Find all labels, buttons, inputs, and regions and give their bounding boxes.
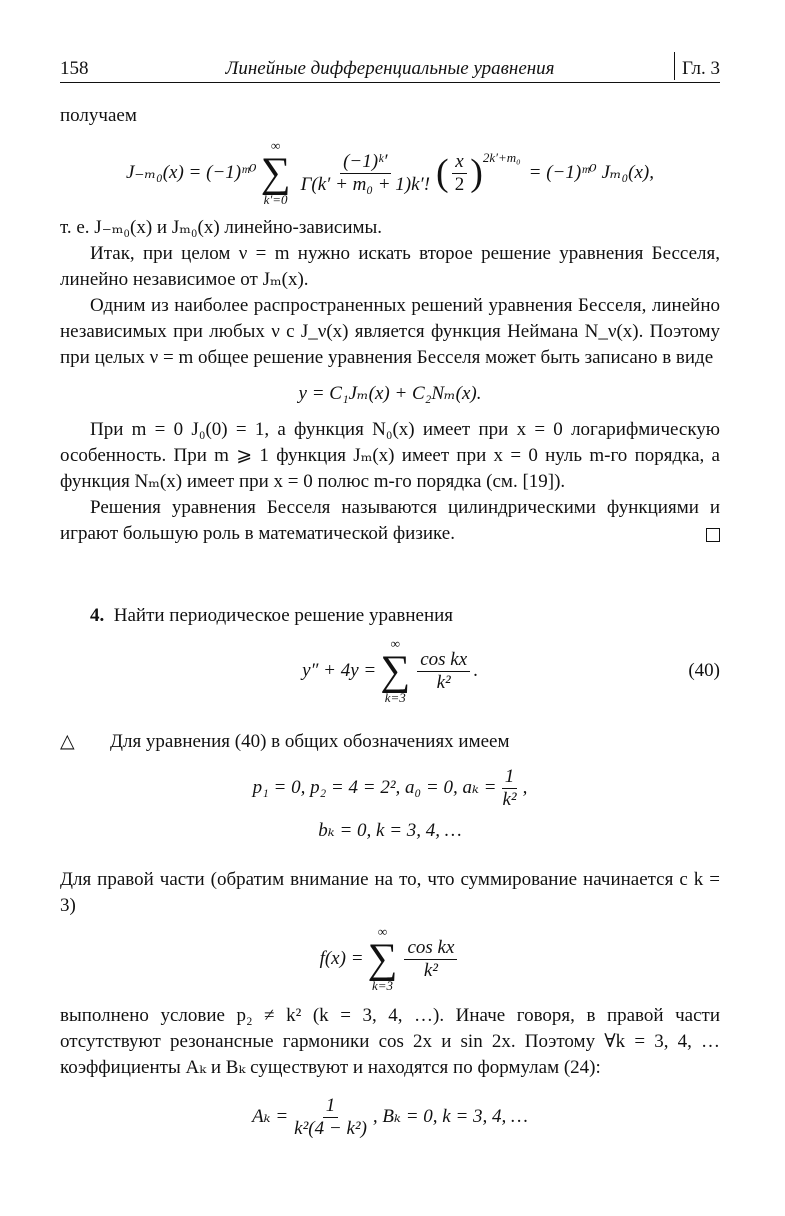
eq40-tail: . <box>473 660 478 681</box>
problem-4 <box>60 603 720 629</box>
eq4-sum-bottom: k=3 <box>371 978 394 993</box>
eq40-left: y″ + 4y = <box>302 660 377 681</box>
eq1-2: 2 <box>454 173 465 195</box>
equation-coefficients <box>60 765 720 811</box>
eq4-sum <box>368 925 398 993</box>
equation-40 <box>60 635 720 707</box>
eq1-x: x <box>452 151 466 174</box>
eq5-right: , Bₖ = 0, k = 3, 4, … <box>372 1106 528 1127</box>
eq3-numerator: 1 <box>502 766 518 789</box>
eq5-numerator: 1 <box>323 1095 339 1118</box>
eq1-x-over-2 <box>452 151 468 196</box>
page <box>60 52 720 1145</box>
para-pri-m: При m = 0 J₀(0) = 1, а функция N₀(x) имеет при x = 0 логарифмическую особенность. При m ⩾ 1 функция Jₘ(x) имеет при x = 0 нуль m-го порядка, а функция Nₘ(x) имеет при x = 0 полюс m-го порядка (см. [19]). <box>60 419 720 492</box>
eq40-sum <box>380 637 410 705</box>
para-right-side: Для правой части (обратим внимание на то, что суммирование начинается с k = 3) <box>60 869 720 916</box>
para-neumann: Одним из наиболее распространенных решений уравнения Бесселя, линейно независимых при любых ν с J_ν(x) является функция Неймана N_ν(x). Поэтому при целых ν = m общее решение уравнения Бесселя может быть записано в виде <box>60 295 720 368</box>
eq40-sum-bottom: k=3 <box>384 690 406 705</box>
running-header <box>60 52 720 83</box>
para-obtain: получаем <box>60 105 137 126</box>
equation-bessel-negative: J₋ₘ₀(x) = (−1)ᵐ⁰ ∞ ∑ k′=0 $\frac{\text{(−1)ᵏ′}}{\text{Γ(k′ + m₀ + 1)k′!}}$ ( $\frac{x}{2}$ ) $^{2k'+m_0}$ = (−1)ᵐ⁰ Jₘ₀(x), <box>125 138 655 207</box>
eq40-sum-top: ∞ <box>390 636 400 651</box>
page-number: 158 <box>60 58 89 79</box>
eq5-left: Aₖ = <box>252 1106 289 1127</box>
qed-square-icon <box>706 528 720 542</box>
eq40-numerator: cos kx <box>417 649 470 672</box>
eq4-denominator: k² <box>423 959 439 981</box>
eq1-sigma: ∑ <box>260 150 291 196</box>
eq1-power: 2k′+m₀ <box>482 150 521 165</box>
eq1-fraction <box>298 151 433 196</box>
eq5-fraction <box>291 1095 370 1140</box>
para-cylindrical-text: Решения уравнения Бесселя называются цилиндрическими функциями и играют большую роль в математической физике. <box>60 497 720 544</box>
eq2-text: y = C₁Jₘ(x) + C₂Nₘ(x). <box>298 383 482 404</box>
triangle-icon: △ <box>60 731 75 752</box>
eq1-sum-top: ∞ <box>270 138 281 153</box>
eq4-left: f(x) = <box>319 948 364 969</box>
chapter-label: Гл. 3 <box>682 56 720 82</box>
eq40-fraction <box>417 649 470 694</box>
para-for-eq40 <box>60 729 720 755</box>
eq1-sum <box>261 139 291 207</box>
eq3-fraction <box>499 766 519 811</box>
eq1-denominator: Γ(k′ + m₀ + 1)k′! <box>300 173 431 195</box>
para-itak: Итак, при целом ν = m нужно искать второе решение уравнения Бесселя, линейно независимое от Jₘ(x). <box>60 243 720 290</box>
eq1-sum-bottom: k′=0 <box>263 192 288 207</box>
eq1-left: J₋ₘ₀(x) = (−1)ᵐ⁰ <box>125 162 257 183</box>
para-linearly-dependent: т. е. J₋ₘ₀(x) и Jₘ₀(x) линейно-зависимы. <box>60 217 383 238</box>
running-title: Линейные дифференциальные уравнения <box>225 58 555 79</box>
para-cylindrical <box>60 495 720 547</box>
equation-bk <box>60 811 720 851</box>
eq1-right: = (−1)ᵐ⁰ Jₘ₀(x), <box>528 162 655 183</box>
eq4-sum-top: ∞ <box>377 924 388 939</box>
eq4-sigma: ∑ <box>367 936 398 982</box>
eq3-line1: p₁ = 0, p₂ = 4 = 2², a₀ = 0, aₖ = <box>252 777 497 798</box>
problem-text: Найти периодическое решение уравнения <box>113 605 454 626</box>
eq40-sigma: ∑ <box>380 648 411 694</box>
equation-general-solution <box>60 371 720 417</box>
eq40-denominator: k² <box>436 671 451 693</box>
eq3-tail: , <box>522 777 528 798</box>
para-for-eq40-text: Для уравнения (40) в общих обозначениях имеем <box>110 731 510 752</box>
equation-number-40: (40) <box>688 660 720 681</box>
eq3-denominator: k² <box>502 788 517 810</box>
eq1-numerator: (−1)ᵏ′ <box>340 151 390 174</box>
para-condition: выполнено условие p₂ ≠ k² (k = 3, 4, …). Иначе говоря, в правой части отсутствуют резонансные гармоники cos 2x и sin 2x. Поэтому ∀k = 3, 4, … коэффициенты Aₖ и Bₖ существуют и находятся по формулам (24): <box>60 1005 720 1078</box>
equation-ak <box>60 1089 720 1145</box>
eq4-fraction <box>404 937 457 982</box>
equation-f <box>60 923 720 995</box>
eq3-line2: bₖ = 0, k = 3, 4, … <box>318 820 462 841</box>
problem-number: 4. <box>90 605 105 626</box>
eq4-numerator: cos kx <box>404 937 457 960</box>
eq5-denominator: k²(4 − k²) <box>294 1117 367 1139</box>
